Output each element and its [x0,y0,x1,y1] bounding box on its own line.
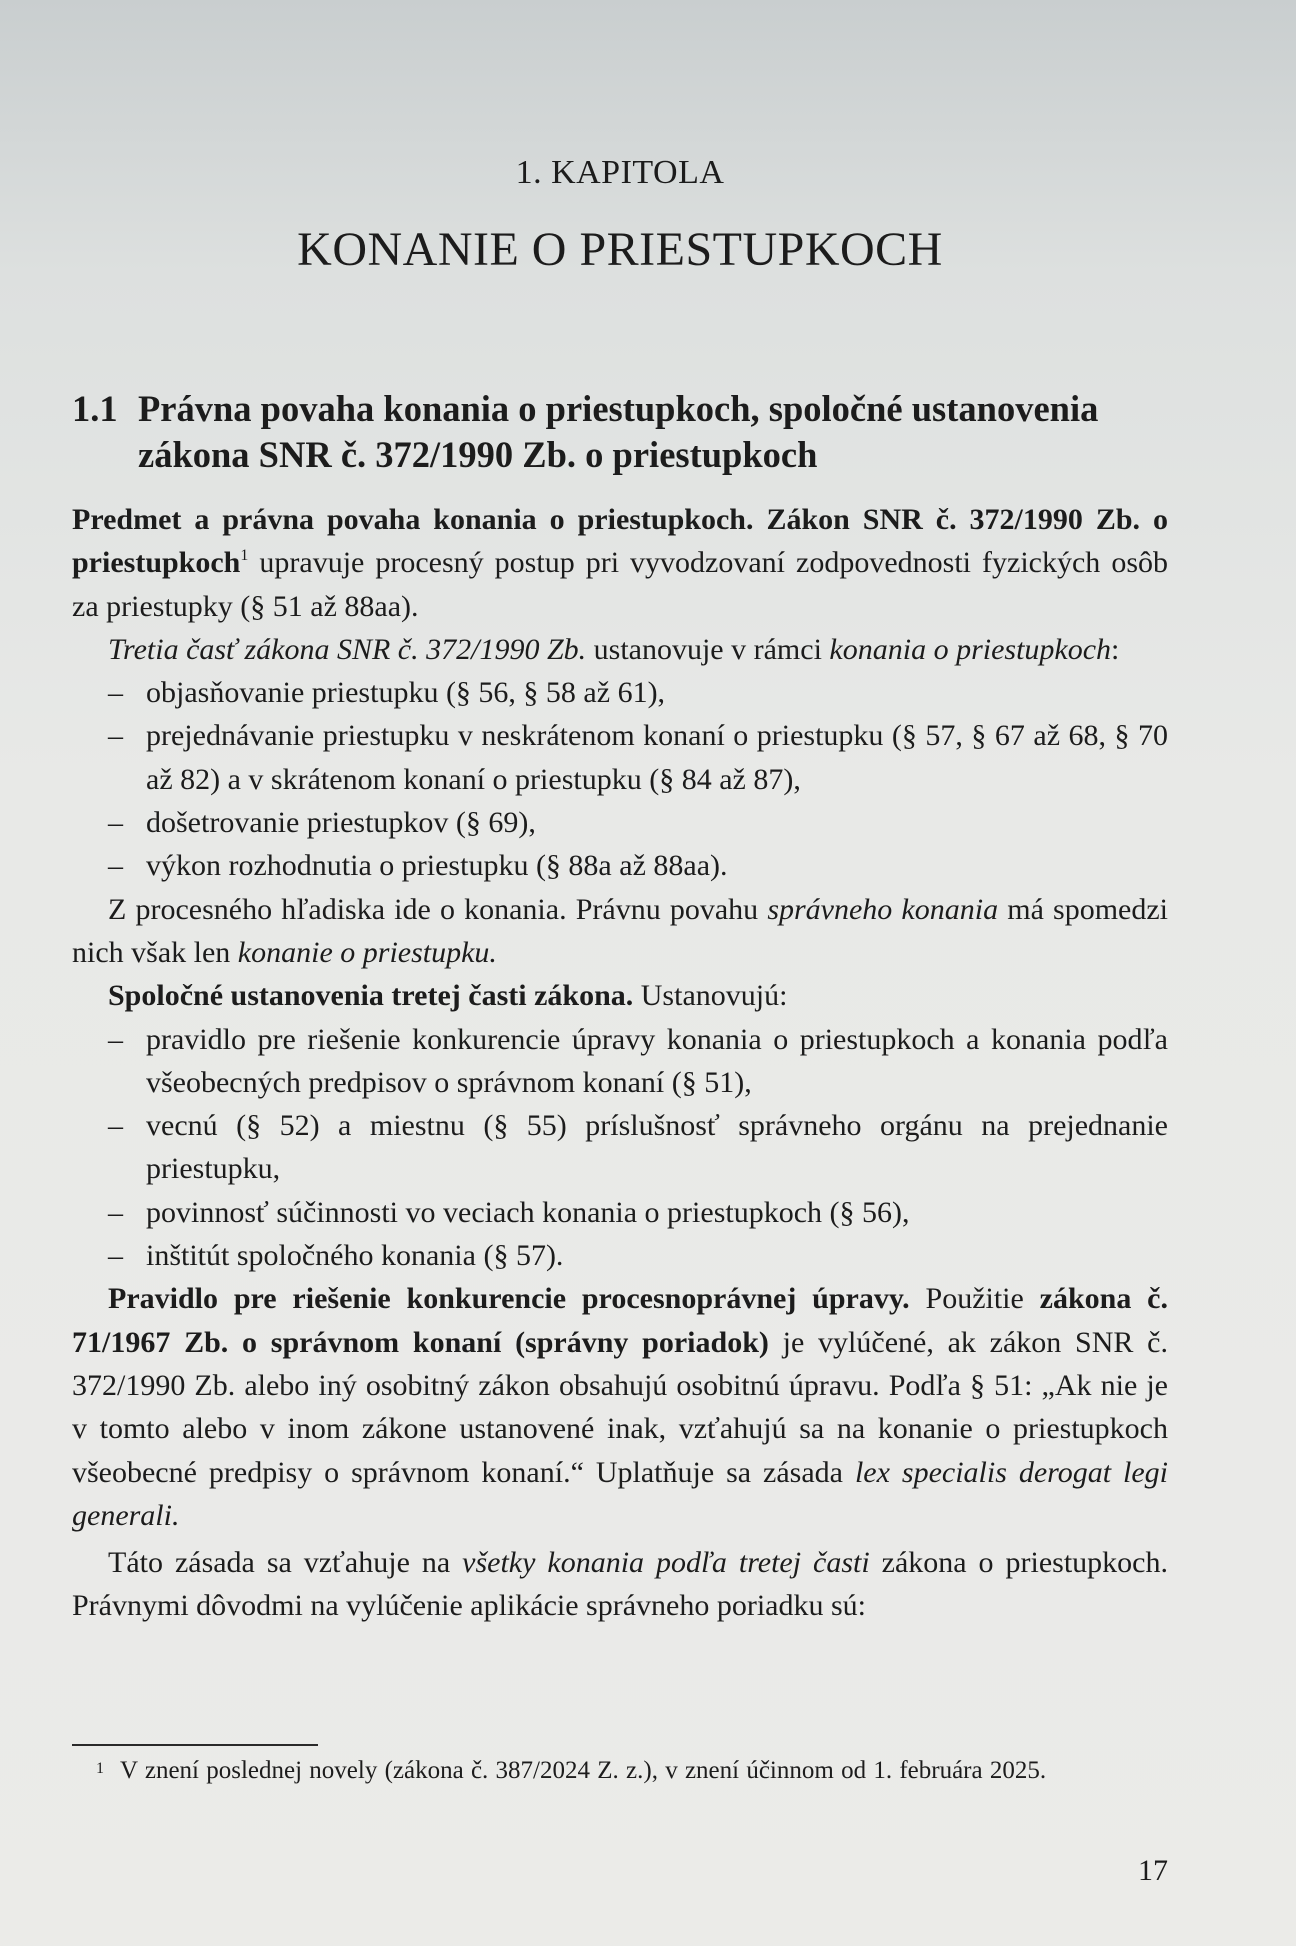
list-item [72,801,1168,844]
dash-bullet: – [108,1109,123,1143]
list-item [72,1104,1168,1191]
list-item-text: došetrovanie priestupkov (§ 69), [146,806,536,840]
italic-text: konanie o priestupku. [237,935,497,969]
list-item-text: prejednávanie priestupku v neskrátenom konaní o priestupku (§ 57, § 67 až 68, § 70 až 82) a v skrátenom konaní o priestupku (§ 84 až 87), [146,719,1168,796]
section-title: Právna povaha konania o priestupkoch, spoločné ustanovenia zákona SNR č. 372/1990 Zb. o priestupkoch [138,388,1099,475]
dash-bullet: – [108,1239,123,1273]
section-number: 1.1 [72,388,118,429]
dash-bullet: – [108,676,123,710]
body-text [72,498,1168,1628]
paragraph-text: je vylúčené, ak zákon SNR č. 372/1990 Zb. alebo iný osobitný zákon obsahujú osobitnú úpravu. Podľa § 51: „Ak nie je v tomto alebo v inom zákone ustanovené inak, vzťahujú sa na konanie o priestupkoch všeobecné predpisy o správnom konaní.“ Uplatňuje sa zásada [72,1325,1168,1489]
list-item [72,714,1168,801]
list-item [72,844,1168,887]
paragraph-text: zákona o priestupkoch. Právnymi dôvodmi na vylúčenie aplikácie správneho poriadku sú: [72,1546,1168,1623]
dash-bullet: – [108,849,123,883]
dash-bullet: – [108,1195,123,1229]
paragraph-text: ustanovuje v rámci [586,632,830,666]
list-item-text: inštitút spoločného konania (§ 57). [146,1239,564,1273]
paragraph-third-part [72,628,1168,671]
italic-text: konania o priestupkoch [829,632,1112,666]
footnote-reference: 1 [240,547,249,565]
paragraph-text: Z procesného hľadiska ide o konania. Právnu povahu [108,892,768,926]
page-number: 17 [1138,1854,1168,1887]
paragraph-text: Ustanovujú: [633,979,788,1013]
bold-text: zákona č. 71/1967 Zb. o správnom konaní (správny poriadok) [72,1282,1168,1359]
footnote [72,1752,1168,1790]
dash-bullet: – [108,719,123,753]
italic-text: všetky konania podľa tretej časti [462,1546,870,1580]
footnote-divider [72,1744,318,1746]
chapter-number: 1. KAPITOLA [515,154,725,191]
chapter-title: KONANIE O PRIESTUPKOCH [297,223,943,276]
italic-text: Tretia časť zákona SNR č. 372/1990 Zb. [108,632,587,666]
paragraph-principle [72,1541,1168,1628]
paragraph-conflict-rule [72,1277,1168,1537]
paragraph-text: Táto zásada sa vzťahuje na [108,1546,463,1580]
list-item-text: výkon rozhodnutia o priestupku (§ 88a až 88aa). [146,849,728,883]
dash-bullet: – [108,1022,123,1056]
list-item-text: objasňovanie priestupku (§ 56, § 58 až 61), [146,676,666,710]
footnote-mark: 1 [96,1760,104,1777]
provisions-list [72,1018,1168,1278]
italic-text: lex specialis derogat legi generali. [72,1455,1169,1532]
book-page [72,0,1168,1946]
list-item [72,671,1168,714]
list-item-text: pravidlo pre riešenie konkurencie úpravy konania o priestupkoch a konania podľa všeobecných predpisov o správnom konaní (§ 51), [146,1022,1168,1099]
paragraph-lead: Spoločné ustanovenia tretej časti zákona. [108,979,634,1013]
paragraph-common-provisions [72,974,1168,1017]
paragraph-lead: Predmet a právna povaha konania o priestupkoch. Zákon SNR č. 372/1990 Zb. o priestupkoch [72,503,1168,580]
paragraph-text: upravuje procesný postup pri vyvodzovaní zodpovednosti fyzických osôb za priestupky (§ 51 až 88aa). [72,546,1168,623]
list-item [72,1234,1168,1277]
paragraph-subject [72,498,1168,628]
list-item-text: vecnú (§ 52) a miestnu (§ 55) príslušnosť správneho orgánu na prejednanie priestupku, [146,1109,1168,1186]
dash-bullet: – [108,806,123,840]
list-item-text: povinnosť súčinnosti vo veciach konania o priestupkoch (§ 56), [146,1195,910,1229]
italic-text: správneho konania [767,892,999,926]
list-item [72,1018,1168,1105]
paragraph-procedural [72,888,1168,975]
paragraph-text: má spomedzi nich však len [72,892,1168,969]
paragraph-lead: Pravidlo pre riešenie konkurencie procesnoprávnej úpravy. [108,1282,910,1316]
list-item [72,1191,1168,1234]
proceedings-list [72,671,1168,887]
paragraph-text: : [1111,632,1120,666]
paragraph-text: Použitie [909,1282,1040,1316]
footnote-text: V znení poslednej novely (zákona č. 387/2024 Z. z.), v znení účinnom od 1. februára 2025. [120,1757,1047,1784]
